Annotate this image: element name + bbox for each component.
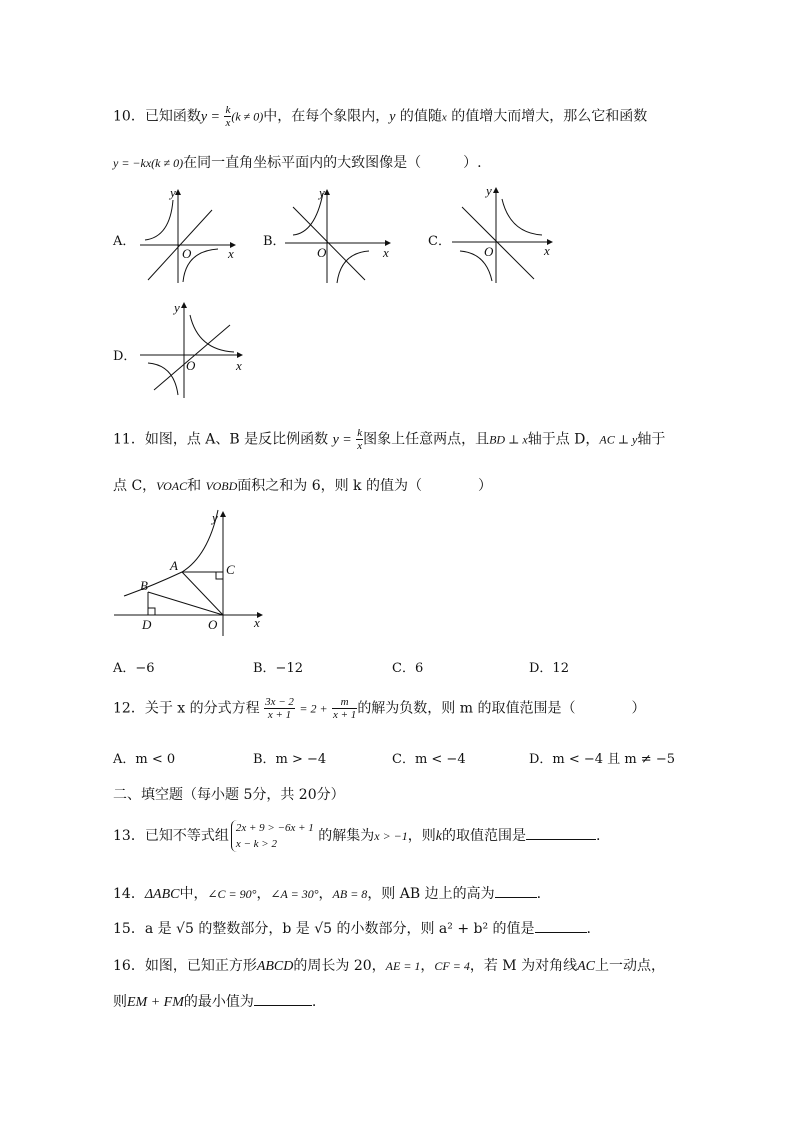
svg-text:y: y	[319, 185, 325, 200]
svg-text:x: x	[383, 245, 389, 260]
q13-inequality-system: 2x + 9 > −6x + 1 x − k > 2	[231, 820, 314, 852]
q13-answer-blank[interactable]	[526, 827, 596, 840]
svg-text:y: y	[212, 510, 218, 525]
q12-option-b[interactable]: B．m > −4	[253, 752, 327, 767]
q14-line: 14．ΔABC中，∠C = 90°，∠A = 30°，AB = 8，则 AB 边上的高为 .	[113, 886, 542, 902]
svg-text:y: y	[486, 183, 492, 198]
svg-text:x: x	[228, 246, 234, 261]
q12-option-a[interactable]: A．m < 0	[113, 752, 176, 767]
q16-line2: 则EM + FM的最小值为 .	[113, 994, 317, 1010]
q11-figure	[112, 508, 272, 638]
q11-fraction: $\frac{k}{x}$	[357, 427, 363, 452]
q10-cond1: (k ≠ 0)	[231, 109, 264, 124]
q10-option-a[interactable]: A．	[113, 234, 136, 249]
q14-answer-blank[interactable]	[495, 885, 537, 898]
q11-line2: 点 C，VOAC和 VOBD面积之和为 6，则 k 的值为（ ）	[113, 478, 492, 494]
section-heading: 二、填空题（每小题 5分，共 20分）	[113, 787, 345, 803]
q10-line2: y = −kx(k ≠ 0)在同一直角坐标平面内的大致图像是（ ）.	[113, 155, 482, 171]
svg-text:x: x	[236, 358, 242, 373]
q11-line1: 11．如图，点 A、B 是反比例函数 y = $\frac{k}{x}$ 图象上任意两点，且BD ⊥ x轴于点 D，AC ⊥ y轴于	[113, 427, 666, 452]
q12-fraction-2: $\frac{m}{x + 1}$	[333, 696, 357, 721]
q16-answer-blank[interactable]	[254, 993, 312, 1006]
svg-text:D: D	[142, 617, 152, 632]
q11-option-d[interactable]: D．12	[529, 661, 569, 676]
q10-graph-b	[285, 185, 395, 285]
q12-fraction-1: $\frac{3x - 2}{x + 1}$	[265, 696, 294, 721]
q13-line: 13．已知不等式组 2x + 9 > −6x + 1 x − k > 2 的解集为x > −1，则k的取值范围是 .	[113, 822, 601, 850]
q12-line: 12．关于 x 的分式方程 $\frac{3x - 2}{x + 1}$ = 2 + $\frac{m}{x + 1}$ 的解为负数，则 m 的取值范围是（ ）	[113, 696, 646, 721]
q10-func1: y =	[200, 109, 220, 125]
q10-graph-c	[452, 185, 562, 285]
q16-line1: 16．如图，已知正方形ABCD的周长为 20，AE = 1，CF = 4，若 M 为对角线AC上一动点，	[113, 958, 665, 974]
q12-option-d[interactable]: D．m < −4 且 m ≠ −5	[529, 752, 675, 767]
svg-text:x: x	[544, 243, 550, 258]
svg-text:y: y	[174, 300, 180, 315]
axis-label-o: O	[182, 246, 192, 261]
q10-option-c[interactable]: C．	[428, 234, 451, 249]
q10-line1: 10．已知函数y = $\frac{k}{x}$ (k ≠ 0)中，在每个象限内，y 的值随x 的值增大而增大，那么它和函数	[113, 104, 648, 129]
svg-text:O: O	[317, 245, 327, 260]
svg-text:B: B	[140, 578, 148, 593]
svg-text:A: A	[170, 558, 178, 573]
q15-answer-blank[interactable]	[535, 920, 587, 933]
q11-option-b[interactable]: B．−12	[253, 661, 303, 676]
svg-text:x: x	[254, 615, 260, 630]
q10-graph-a	[140, 185, 240, 285]
q10-func2: y = −kx(k ≠ 0)	[113, 156, 184, 170]
svg-text:y: y	[170, 185, 176, 200]
q15-line: 15．a 是 √5 的整数部分，b 是 √5 的小数部分，则 a² + b² 的值是 .	[113, 921, 591, 937]
q11-option-a[interactable]: A．−6	[113, 661, 155, 676]
q11-option-c[interactable]: C．6	[392, 661, 424, 676]
q10-option-b[interactable]: B．	[263, 234, 286, 249]
svg-text:C: C	[226, 562, 235, 577]
q10-graph-d	[140, 300, 250, 400]
svg-text:O: O	[186, 358, 196, 373]
q10-fraction: $\frac{k}{x}$	[225, 104, 231, 129]
svg-text:O: O	[208, 617, 218, 632]
q12-option-c[interactable]: C．m < −4	[392, 752, 466, 767]
q10-option-d[interactable]: D．	[113, 349, 137, 364]
svg-text:O: O	[484, 244, 494, 259]
q10-text-a: 10．已知函数	[113, 108, 201, 125]
